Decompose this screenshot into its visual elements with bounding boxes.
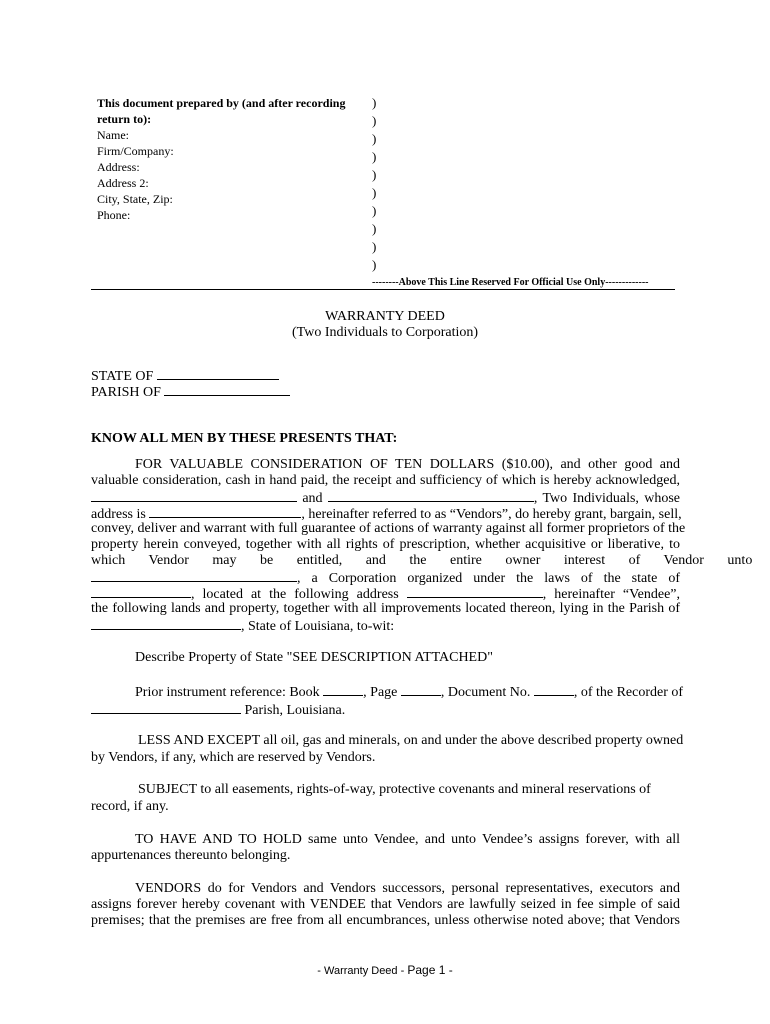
page-number: Page 1 - — [407, 963, 453, 977]
less-except-line: by Vendors, if any, which are reserved by Vendors. — [91, 750, 376, 765]
field-address: Address: — [97, 160, 140, 174]
habendum-line: TO HAVE AND TO HOLD same unto Vendee, and unto Vendee’s assigns forever, with all — [135, 832, 680, 847]
bracket-paren: ) — [372, 167, 377, 182]
describe-property: Describe Property of State "SEE DESCRIPTION ATTACHED" — [135, 650, 493, 665]
bracket-paren: ) — [372, 239, 377, 254]
book-blank[interactable] — [323, 683, 363, 696]
property-parish-blank[interactable] — [91, 617, 241, 630]
recorder-parish-blank[interactable] — [91, 701, 241, 714]
vendee-name-blank[interactable] — [91, 569, 297, 582]
field-phone: Phone: — [97, 208, 131, 222]
bracket-paren: ) — [372, 185, 377, 200]
consideration-line: the following lands and property, together with all improvements located thereon, lying in the Parish of — [91, 601, 680, 616]
subject-line: SUBJECT to all easements, rights-of-way, protective covenants and mineral reservations of — [138, 782, 651, 797]
habendum-line: appurtenances thereunto belonging. — [91, 848, 291, 863]
bracket-paren: ) — [372, 221, 377, 236]
vendors-covenant-line: assigns forever hereby covenant with VENDEE that Vendors are lawfully seized in fee simple of said — [91, 897, 680, 912]
consideration-line: convey, deliver and warrant with full guarantee of actions of warranty against all former proprietors of the — [91, 521, 686, 536]
official-use-notice: --------Above This Line Reserved For Official Use Only------------- — [372, 277, 649, 288]
vendor1-name-blank[interactable] — [91, 489, 297, 502]
subject-line: record, if any. — [91, 799, 169, 814]
field-city-state-zip: City, State, Zip: — [97, 192, 173, 206]
prepared-by-line1: This document prepared by (and after recording — [97, 96, 346, 110]
vendee-address-blank[interactable] — [407, 585, 543, 598]
consideration-line: , a Corporation organized under the laws of the state of — [91, 569, 680, 587]
consideration-line: valuable consideration, cash in hand paid, the receipt and sufficiency of which is hereby acknowledged, — [91, 473, 680, 488]
consideration-line: property herein conveyed, together with all rights of prescription, whether acquisitive or liberative, to — [91, 537, 680, 552]
state-blank[interactable] — [157, 367, 279, 380]
deed-subtitle: (Two Individuals to Corporation) — [291, 325, 479, 340]
deed-title: WARRANTY DEED — [325, 309, 445, 324]
vendor2-name-blank[interactable] — [328, 489, 534, 502]
bracket-paren: ) — [372, 149, 377, 164]
consideration-line: , State of Louisiana, to-wit: — [91, 617, 680, 635]
bracket-paren: ) — [372, 257, 377, 272]
state-of-line: STATE OF — [91, 367, 279, 385]
bracket-paren: ) — [372, 95, 377, 110]
bracket-paren: ) — [372, 131, 377, 146]
consideration-line: which Vendor may be entitled, and the entire owner interest of Vendor unto — [91, 553, 753, 568]
prepared-by-line2: return to): — [97, 112, 152, 126]
parish-of-line: PARISH OF — [91, 383, 290, 401]
know-all-heading: KNOW ALL MEN BY THESE PRESENTS THAT: — [91, 431, 398, 446]
bracket-paren: ) — [372, 203, 377, 218]
parish-blank[interactable] — [164, 383, 290, 396]
consideration-line: , located at the following address , hereinafter “Vendee”, — [91, 585, 680, 603]
vendors-covenant-line: premises; that the premises are free from all encumbrances, unless otherwise noted above; that Vendors — [91, 913, 680, 928]
prior-instrument-line1: Prior instrument reference: Book , Page , Document No. , of the Recorder of — [135, 685, 684, 700]
field-address2: Address 2: — [97, 176, 149, 190]
page-blank[interactable] — [401, 683, 441, 696]
vendee-state-blank[interactable] — [91, 585, 191, 598]
vendors-covenant-line: VENDORS do for Vendors and Vendors successors, personal representatives, executors and — [135, 881, 680, 896]
document-no-blank[interactable] — [534, 683, 574, 696]
official-use-divider — [91, 289, 675, 290]
less-except-line: LESS AND EXCEPT all oil, gas and minerals, on and under the above described property owned — [138, 733, 684, 748]
field-firm: Firm/Company: — [97, 144, 174, 158]
prior-instrument-line2: Parish, Louisiana. — [91, 701, 345, 719]
consideration-line: FOR VALUABLE CONSIDERATION OF TEN DOLLARS ($10.00), and other good and — [135, 457, 680, 472]
consideration-line: address is , hereinafter referred to as “Vendors”, do hereby grant, bargain, sell, — [91, 507, 682, 522]
field-name: Name: — [97, 128, 129, 142]
vendor-address-blank[interactable] — [149, 505, 301, 518]
bracket-paren: ) — [372, 113, 377, 128]
page-footer: - Warranty Deed - Page 1 - — [317, 963, 453, 977]
consideration-line: and , Two Individuals, whose — [91, 489, 680, 507]
